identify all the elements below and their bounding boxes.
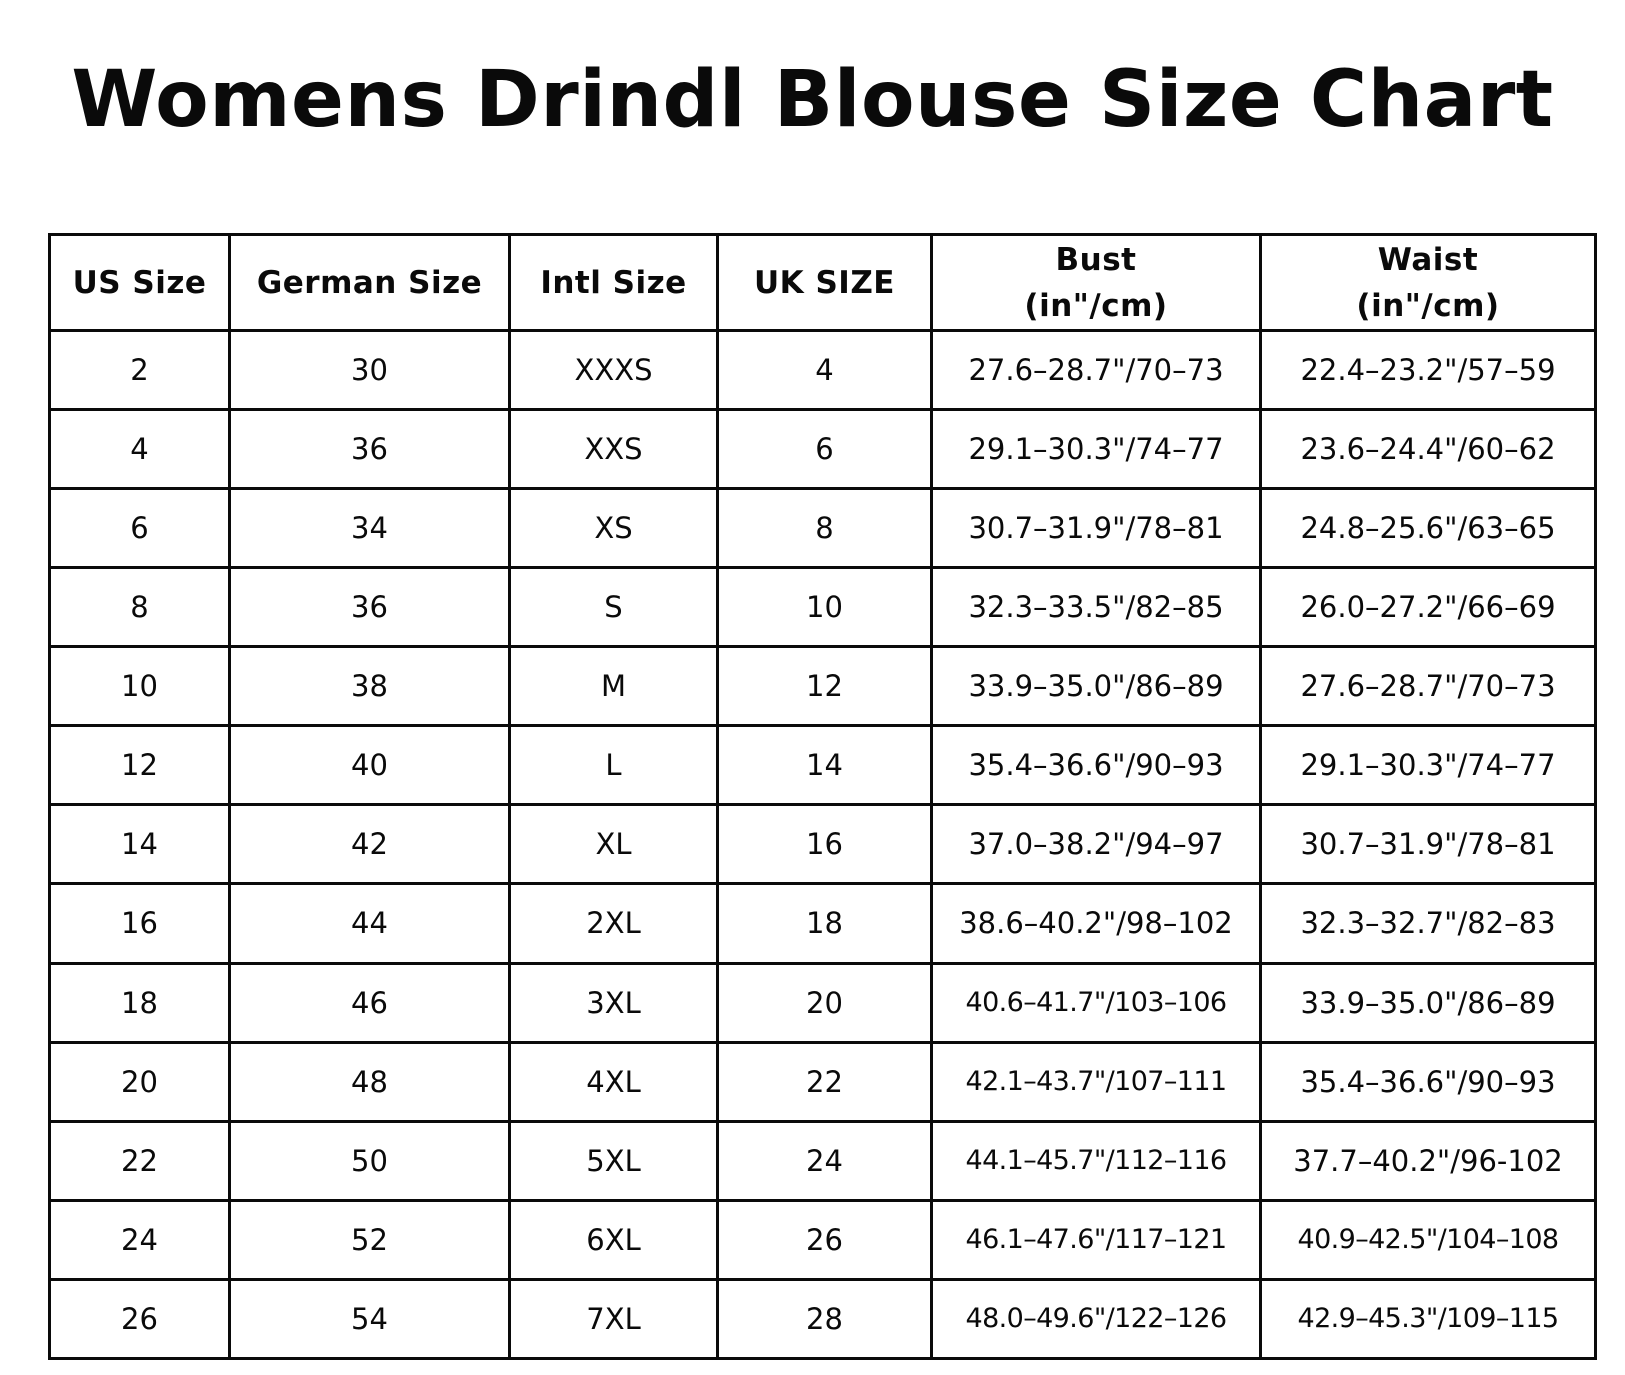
cell-bust: 29.1–30.3"/74–77: [932, 410, 1261, 489]
cell-us-size: 6: [50, 489, 230, 568]
cell-german-size: 44: [230, 884, 510, 963]
cell-german-size: 36: [230, 410, 510, 489]
table-row: [50, 568, 1596, 647]
cell-intl-size: S: [510, 568, 718, 647]
cell-uk-size: 24: [718, 1121, 932, 1200]
cell-us-size: 18: [50, 963, 230, 1042]
header-label: Intl Size: [540, 264, 687, 301]
cell-bust: 30.7–31.9"/78–81: [932, 489, 1261, 568]
table-row: [50, 1121, 1596, 1200]
cell-us-size: 2: [50, 331, 230, 410]
cell-german-size: 52: [230, 1200, 510, 1279]
table-body: [50, 331, 1596, 1359]
page-title: Womens Drindl Blouse Size Chart: [71, 55, 1554, 145]
header-waist: [1261, 235, 1596, 331]
cell-german-size: 38: [230, 647, 510, 726]
table-row: [50, 1279, 1596, 1358]
cell-bust: 27.6–28.7"/70–73: [932, 331, 1261, 410]
cell-bust: 38.6–40.2"/98–102: [932, 884, 1261, 963]
cell-uk-size: 14: [718, 726, 932, 805]
cell-waist: 23.6–24.4"/60–62: [1261, 410, 1596, 489]
cell-uk-size: 12: [718, 647, 932, 726]
cell-uk-size: 10: [718, 568, 932, 647]
header-label: US Size: [72, 264, 207, 301]
table-row: [50, 884, 1596, 963]
cell-us-size: 8: [50, 568, 230, 647]
cell-waist: 27.6–28.7"/70–73: [1261, 647, 1596, 726]
table-row: [50, 410, 1596, 489]
cell-bust: 46.1–47.6"/117–121: [932, 1200, 1261, 1279]
header-uk-size: [718, 235, 932, 331]
cell-intl-size: 6XL: [510, 1200, 718, 1279]
table-row: [50, 963, 1596, 1042]
cell-bust: 48.0–49.6"/122–126: [932, 1279, 1261, 1358]
cell-intl-size: XL: [510, 805, 718, 884]
cell-us-size: 14: [50, 805, 230, 884]
cell-german-size: 36: [230, 568, 510, 647]
cell-intl-size: XS: [510, 489, 718, 568]
cell-intl-size: 3XL: [510, 963, 718, 1042]
cell-waist: 37.7–40.2"/96-102: [1261, 1121, 1596, 1200]
table-row: [50, 1042, 1596, 1121]
table-row: [50, 489, 1596, 568]
cell-german-size: 40: [230, 726, 510, 805]
cell-bust: 32.3–33.5"/82–85: [932, 568, 1261, 647]
table-row: [50, 1200, 1596, 1279]
cell-bust: 42.1–43.7"/107–111: [932, 1042, 1261, 1121]
cell-us-size: 24: [50, 1200, 230, 1279]
cell-bust: 44.1–45.7"/112–116: [932, 1121, 1261, 1200]
cell-german-size: 42: [230, 805, 510, 884]
cell-waist: 22.4–23.2"/57–59: [1261, 331, 1596, 410]
cell-uk-size: 20: [718, 963, 932, 1042]
cell-bust: 33.9–35.0"/86–89: [932, 647, 1261, 726]
cell-intl-size: M: [510, 647, 718, 726]
cell-waist: 24.8–25.6"/63–65: [1261, 489, 1596, 568]
cell-waist: 29.1–30.3"/74–77: [1261, 726, 1596, 805]
header-unit: (in"/cm): [1356, 287, 1500, 324]
cell-uk-size: 4: [718, 331, 932, 410]
cell-us-size: 22: [50, 1121, 230, 1200]
cell-uk-size: 28: [718, 1279, 932, 1358]
cell-german-size: 46: [230, 963, 510, 1042]
cell-waist: 33.9–35.0"/86–89: [1261, 963, 1596, 1042]
cell-waist: 26.0–27.2"/66–69: [1261, 568, 1596, 647]
size-chart-table: [48, 233, 1597, 1360]
cell-us-size: 4: [50, 410, 230, 489]
header-label: Bust: [1055, 241, 1137, 278]
header-label: Waist: [1377, 241, 1479, 278]
cell-german-size: 48: [230, 1042, 510, 1121]
header-row: [50, 235, 1596, 331]
cell-us-size: 12: [50, 726, 230, 805]
table-row: [50, 647, 1596, 726]
cell-uk-size: 26: [718, 1200, 932, 1279]
cell-intl-size: 5XL: [510, 1121, 718, 1200]
cell-us-size: 20: [50, 1042, 230, 1121]
header-label: UK SIZE: [753, 264, 895, 301]
cell-us-size: 16: [50, 884, 230, 963]
cell-german-size: 30: [230, 331, 510, 410]
cell-uk-size: 6: [718, 410, 932, 489]
cell-bust: 37.0–38.2"/94–97: [932, 805, 1261, 884]
cell-intl-size: XXXS: [510, 331, 718, 410]
table-header: [50, 235, 1596, 331]
table-row: [50, 331, 1596, 410]
header-bust: [932, 235, 1261, 331]
cell-uk-size: 18: [718, 884, 932, 963]
header-unit: (in"/cm): [1024, 287, 1168, 324]
cell-uk-size: 22: [718, 1042, 932, 1121]
cell-intl-size: XXS: [510, 410, 718, 489]
cell-waist: 42.9–45.3"/109–115: [1261, 1279, 1596, 1358]
cell-german-size: 50: [230, 1121, 510, 1200]
cell-us-size: 26: [50, 1279, 230, 1358]
table-row: [50, 805, 1596, 884]
cell-german-size: 34: [230, 489, 510, 568]
cell-waist: 32.3–32.7"/82–83: [1261, 884, 1596, 963]
cell-us-size: 10: [50, 647, 230, 726]
cell-intl-size: L: [510, 726, 718, 805]
cell-intl-size: 2XL: [510, 884, 718, 963]
cell-waist: 35.4–36.6"/90–93: [1261, 1042, 1596, 1121]
cell-uk-size: 8: [718, 489, 932, 568]
cell-bust: 35.4–36.6"/90–93: [932, 726, 1261, 805]
cell-intl-size: 7XL: [510, 1279, 718, 1358]
table-row: [50, 726, 1596, 805]
header-german-size: [230, 235, 510, 331]
cell-german-size: 54: [230, 1279, 510, 1358]
header-label: German Size: [256, 264, 483, 301]
cell-intl-size: 4XL: [510, 1042, 718, 1121]
cell-waist: 40.9–42.5"/104–108: [1261, 1200, 1596, 1279]
header-intl-size: [510, 235, 718, 331]
cell-uk-size: 16: [718, 805, 932, 884]
header-us-size: [50, 235, 230, 331]
cell-bust: 40.6–41.7"/103–106: [932, 963, 1261, 1042]
cell-waist: 30.7–31.9"/78–81: [1261, 805, 1596, 884]
